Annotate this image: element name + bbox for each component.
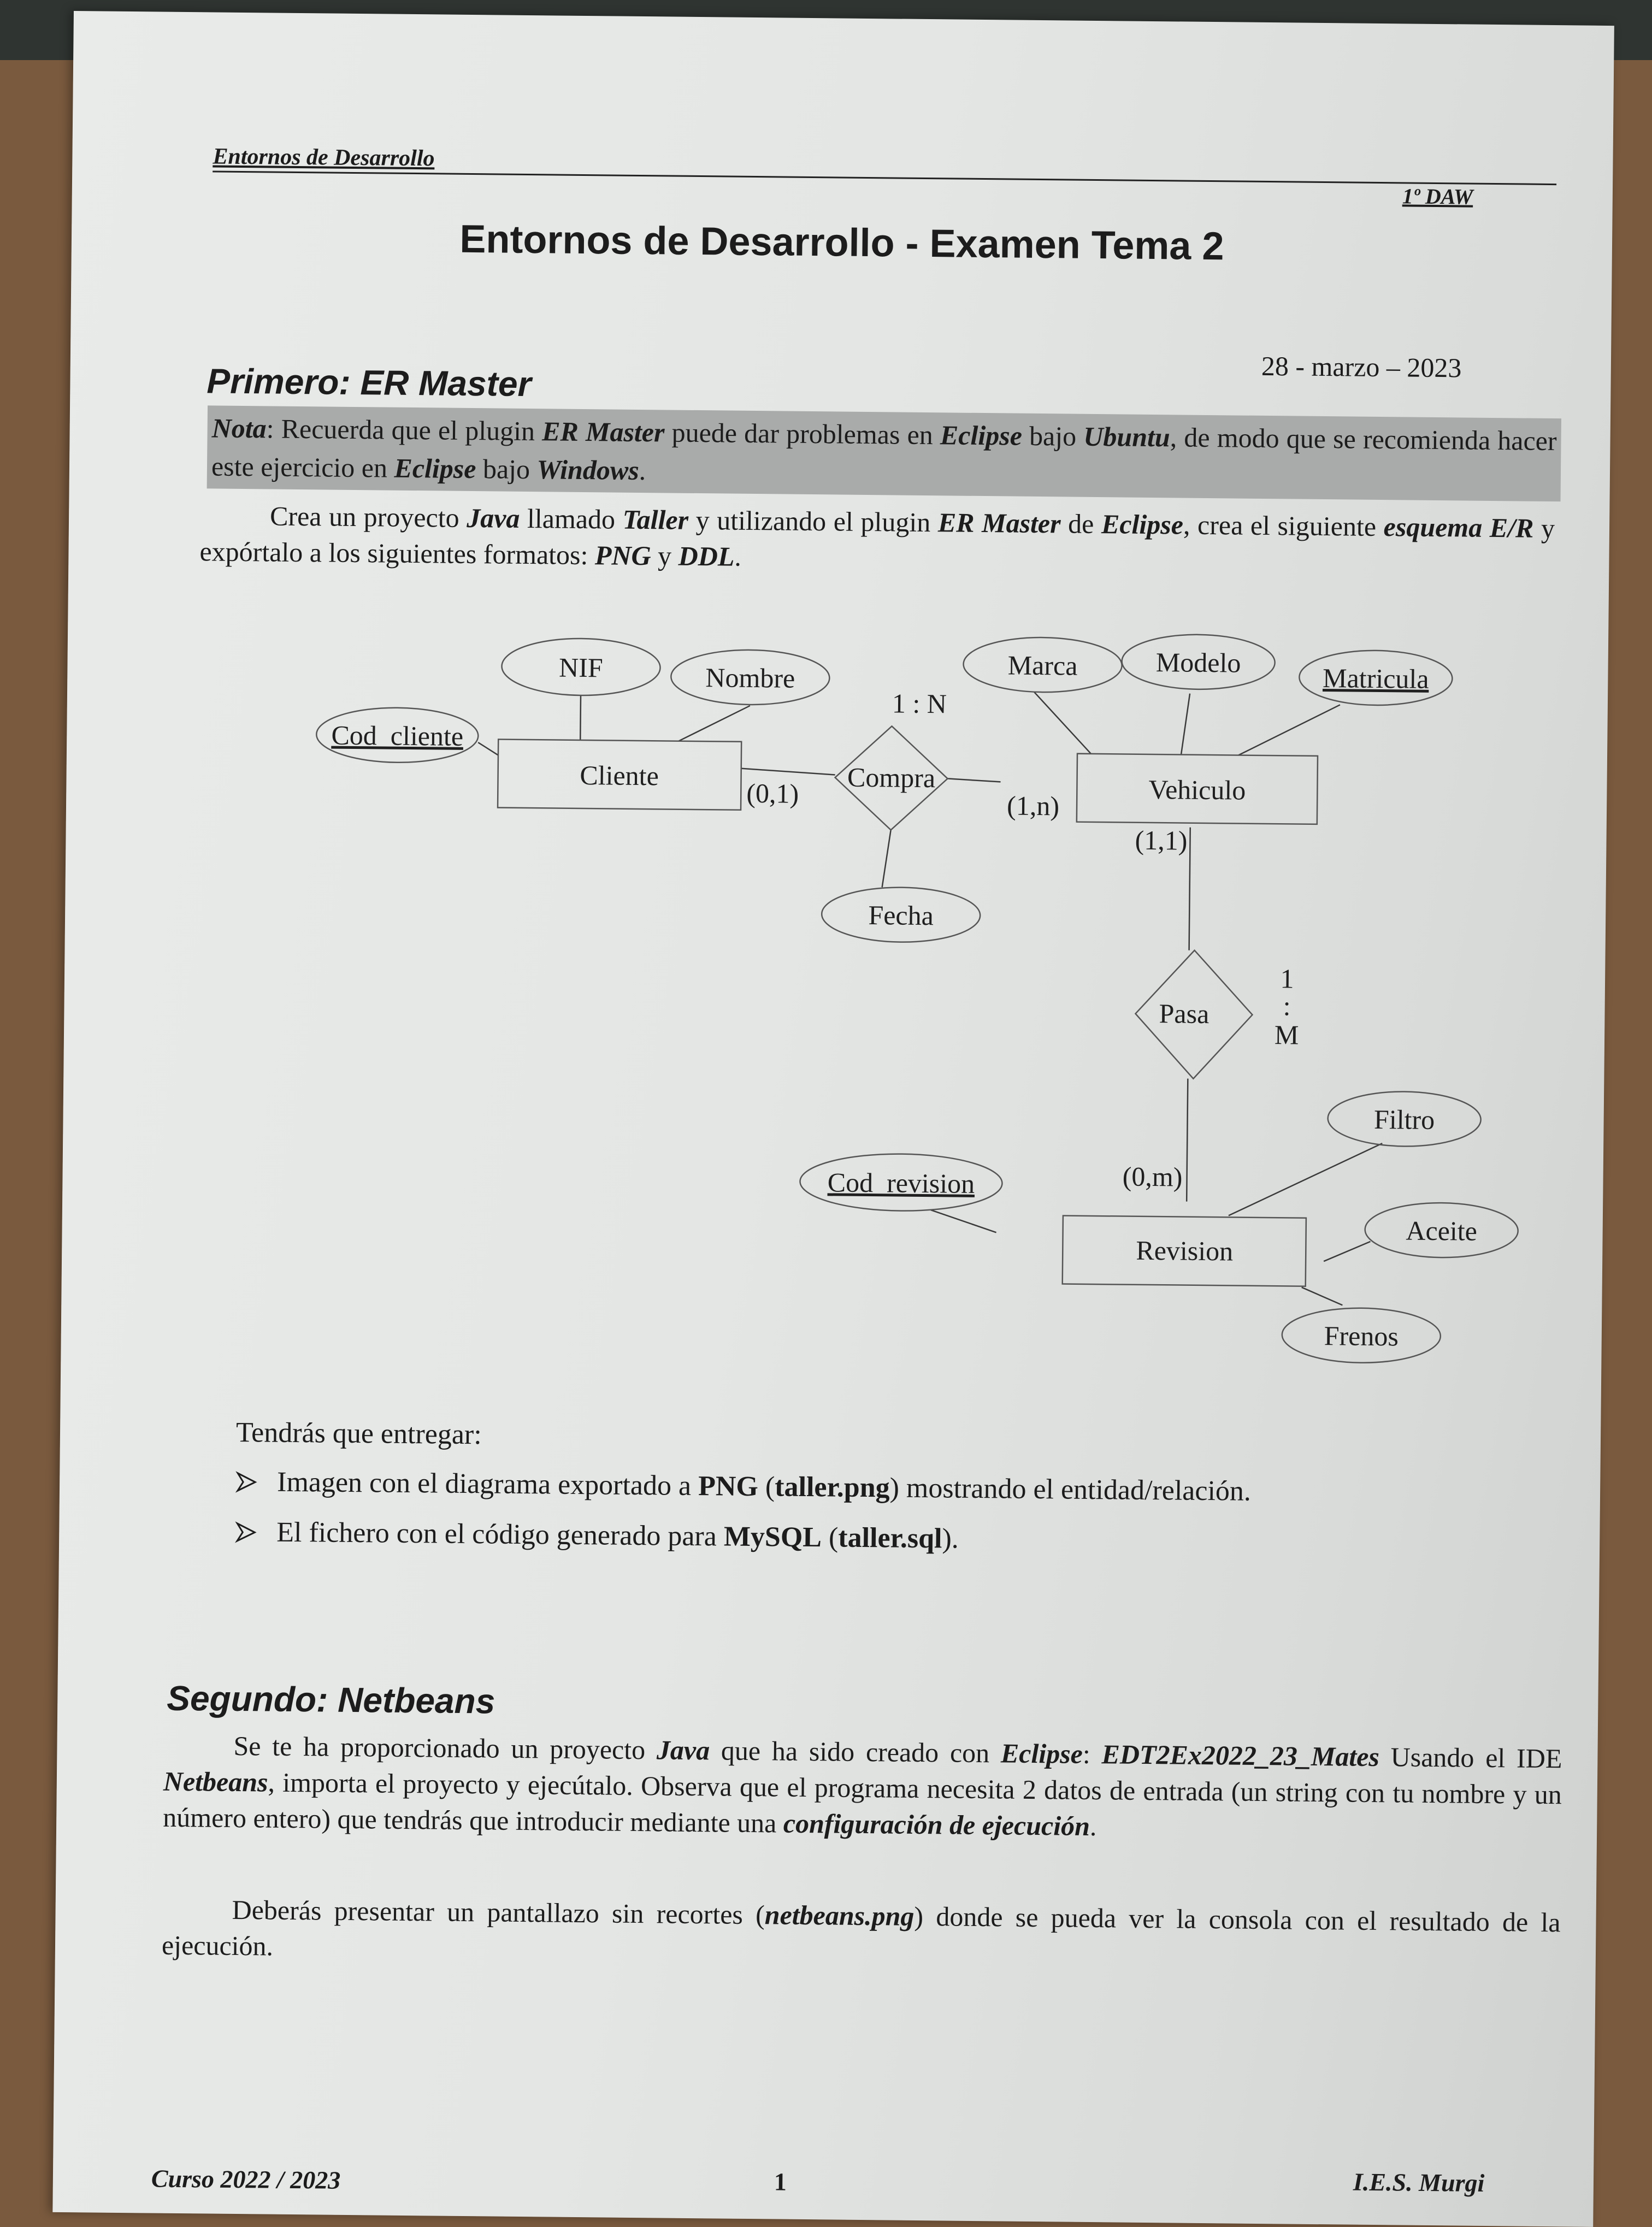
section-2-paragraph-2: Deberás presentar un pantallazo sin recortes (netbeans.png) donde se pueda ver la consola con el resultado de la ejecución. <box>161 1894 1561 1962</box>
attr-nif-label: NIF <box>558 652 604 683</box>
entity-revision-label: Revision <box>1136 1234 1234 1267</box>
line-modelo-vehiculo <box>1181 694 1190 755</box>
er-diagram <box>192 602 1532 1390</box>
line-frenos-revision <box>1301 1287 1342 1306</box>
card-revision-pasa: (0,m) <box>1122 1161 1183 1192</box>
entity-vehiculo-label: Vehiculo <box>1148 773 1246 806</box>
line-matricula-vehiculo <box>1238 704 1340 757</box>
line-codrevision-revision <box>931 1210 996 1232</box>
line-cliente-compra <box>741 769 835 775</box>
exam-date: 28 - marzo – 2023 <box>1261 350 1462 383</box>
card-pasa-m: M <box>1274 1019 1299 1050</box>
relation-compra-label: Compra <box>847 761 936 794</box>
attr-nombre-label: Nombre <box>705 662 795 694</box>
section-1-heading: Primero: ER Master <box>206 361 532 404</box>
section-2-paragraph-1: Se te ha proporcionado un proyecto Java que ha sido creado con Eclipse: EDT2Ex2022_23_Mates Usando el IDE Netbeans, importa el proyecto y ejecútalo. Observa que el programa necesita 2 datos de entrada (un string con tu nombre y un número entero) que tendrás que introducir mediante una configuración de ejecución. <box>162 1730 1562 1842</box>
line-marca-vehiculo <box>1034 692 1092 754</box>
arrowhead-bullet-icon <box>235 1521 257 1543</box>
attr-filtro-label: Filtro <box>1373 1103 1435 1136</box>
header-course: 1º DAW <box>1402 184 1473 209</box>
footer-course: Curso 2022 / 2023 <box>151 2164 341 2194</box>
card-vehiculo-compra: (1,n) <box>1006 790 1060 822</box>
line-vehiculo-pasa <box>1189 828 1190 950</box>
attr-modelo-label: Modelo <box>1155 647 1241 678</box>
attr-marca-label: Marca <box>1007 649 1078 681</box>
footer-page-number: 1 <box>774 2167 787 2196</box>
footer-school: I.E.S. Murgi <box>1353 2167 1485 2197</box>
line-nombre-cliente <box>678 705 750 742</box>
attr-frenos-label: Frenos <box>1324 1320 1399 1352</box>
card-pasa-colon: : <box>1283 990 1291 1021</box>
deliverable-text: Imagen con el diagrama exportado a PNG (taller.png) mostrando el entidad/relación. <box>276 1466 1252 1507</box>
deliverable-item <box>235 1516 959 1555</box>
card-compra-ratio: 1 : N <box>892 688 947 719</box>
card-cliente-compra: (0,1) <box>746 777 799 809</box>
note-box: Nota: Recuerda que el plugin ER Master puede dar problemas en Eclipse bajo Ubuntu, de modo que se recomienda hacer este ejercicio en Eclipse bajo Windows. <box>207 405 1561 501</box>
card-pasa-1: 1 <box>1280 963 1294 994</box>
section-2-heading: Segundo: Netbeans <box>167 1678 495 1721</box>
line-compra-vehiculo <box>948 778 1001 782</box>
page-title: Entornos de Desarrollo - Examen Tema 2 <box>459 217 1224 269</box>
section-1-intro: Crea un proyecto Java llamado Taller y utilizando el plugin ER Master de Eclipse, crea el siguiente esquema E/R y expórtalo a los siguientes formatos: PNG y DDL. <box>199 500 1555 572</box>
deliverable-item <box>235 1466 1251 1508</box>
line-aceite-revision <box>1324 1241 1370 1262</box>
line-filtro-revision <box>1229 1142 1382 1217</box>
header-subject: Entornos de Desarrollo <box>213 144 435 172</box>
card-vehiculo-pasa: (1,1) <box>1135 824 1188 856</box>
attr-fecha-label: Fecha <box>868 900 934 931</box>
attr-cod-revision-label: Cod_revision <box>827 1167 975 1199</box>
line-codcliente-cliente <box>478 742 498 755</box>
line-nif-cliente <box>580 696 581 740</box>
arrowhead-bullet-icon <box>235 1470 257 1492</box>
relation-pasa-label: Pasa <box>1159 998 1210 1030</box>
deliverables-intro: Tendrás que entregar: <box>235 1416 482 1451</box>
attr-aceite-label: Aceite <box>1406 1215 1478 1247</box>
exam-sheet <box>52 11 1614 2227</box>
header-rule <box>213 170 1556 185</box>
entity-cliente-label: Cliente <box>580 759 659 791</box>
attr-cod-cliente-label: Cod_cliente <box>331 719 464 752</box>
line-pasa-revision <box>1187 1079 1188 1202</box>
attr-matricula-label: Matricula <box>1322 663 1429 694</box>
line-compra-fecha <box>882 830 891 887</box>
deliverable-text: El fichero con el código generado para MySQL (taller.sql). <box>276 1516 959 1555</box>
